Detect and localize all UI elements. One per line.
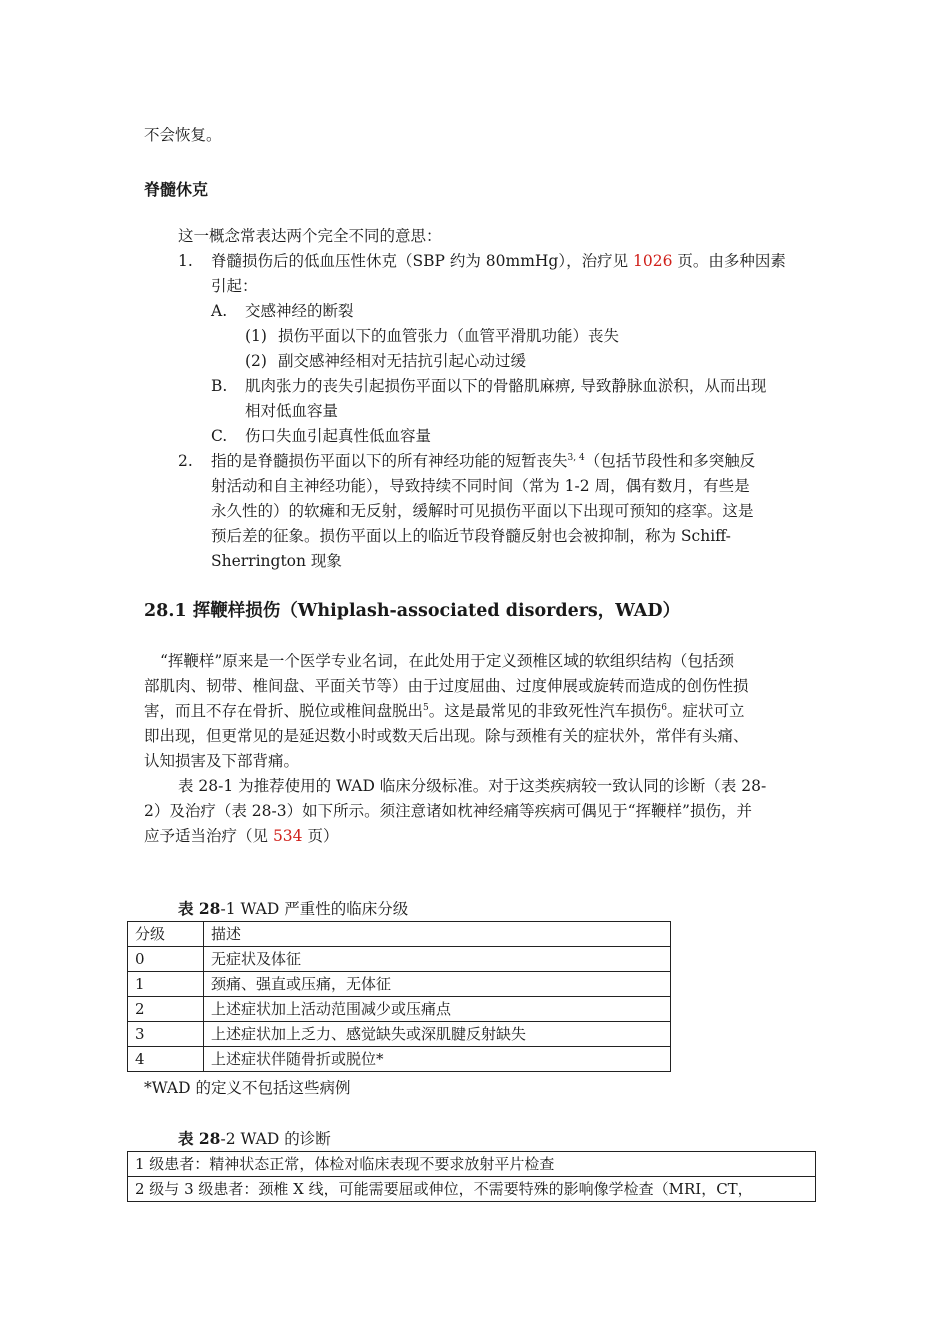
header-cell: 分级 [128, 922, 204, 947]
wad-grading-table [127, 921, 671, 1072]
page-link[interactable]: 534 [272, 827, 303, 845]
sublist-text: 肌肉张力的丧失引起损伤平面以下的骨骼肌麻痹, 导致静脉血淤积，从而出现 [245, 377, 767, 395]
paragraph-line: 2）及治疗（表 28-3）如下所示。须注意诸如枕神经痛等疾病可偶见于“挥鞭样”损伤，并 [144, 802, 752, 820]
list-item-text [211, 249, 786, 274]
intro-text: 这一概念常表达两个完全不同的意思： [178, 227, 442, 245]
table-footnote: *WAD 的定义不包括这些病例 [144, 1079, 351, 1097]
sublist-label: B. [211, 377, 228, 395]
subsublist-label: (1) [245, 327, 267, 345]
citation: 6 [661, 703, 667, 713]
citation: 5 [423, 703, 429, 713]
table-row [128, 997, 671, 1022]
text-run: 。症状可立 [667, 702, 745, 720]
citation: 3, 4 [567, 453, 585, 463]
list-item-text: 永久性的）的软瘫和无反射，缓解时可见损伤平面以下出现可预知的痉挛。这是 [211, 502, 754, 520]
table-row [128, 1047, 671, 1072]
table-caption [178, 1126, 331, 1152]
paragraph-line [144, 824, 338, 849]
page-link[interactable]: 1026 [633, 252, 673, 270]
text-run: 指的是脊髓损伤平面以下的所有神经功能的短暂丧失 [211, 452, 568, 470]
text-run: 害，而且不存在骨折、脱位或椎间盘脱出 [144, 702, 424, 720]
table-row [128, 1022, 671, 1047]
grade-cell: 2 [128, 997, 204, 1022]
text-run: 页。由多种因素 [672, 252, 786, 270]
grade-cell: 3 [128, 1022, 204, 1047]
header-cell: 描述 [204, 922, 671, 947]
paragraph-line: 认知损害及下部背痛。 [144, 752, 300, 770]
caption-text: -2 WAD 的诊断 [220, 1130, 331, 1148]
sublist-label: A. [211, 302, 228, 320]
sublist-label: C. [211, 427, 228, 445]
table-header-row [128, 922, 671, 947]
text-run: （包括节段性和多突触反 [584, 452, 756, 470]
subsublist-text: 副交感神经相对无拮抗引起心动过缓 [278, 352, 527, 370]
caption-label: 表 28 [178, 899, 221, 918]
sublist-text: 伤口失血引起真性低血容量 [245, 427, 432, 445]
list-item-text: 预后差的征象。损伤平面以上的临近节段脊髓反射也会被抑制，称为 Schiff- [211, 527, 731, 545]
continued-text: 不会恢复。 [144, 126, 222, 144]
table-caption [178, 896, 408, 922]
caption-text: -1 WAD 严重性的临床分级 [220, 900, 409, 918]
grade-cell: 1 [128, 972, 204, 997]
list-number: 2. [178, 452, 193, 470]
diagnosis-cell: 1 级患者：精神状态正常，体检对临床表现不要求放射平片检查 [128, 1152, 816, 1177]
description-cell: 上述症状加上活动范围减少或压痛点 [204, 997, 671, 1022]
grade-cell: 0 [128, 947, 204, 972]
caption-label: 表 28 [178, 1129, 221, 1148]
table-row [128, 972, 671, 997]
subsublist-label: (2) [245, 352, 267, 370]
paragraph-line: 部肌肉、韧带、椎间盘、平面关节等）由于过度屈曲、过度伸展或旋转而造成的创伤性损 [144, 677, 749, 695]
paragraph-line [144, 699, 745, 724]
list-item-text [211, 449, 755, 474]
list-item-text: 射活动和自主神经功能），导致持续不同时间（常为 1-2 周，偶有数月，有些是 [211, 477, 750, 495]
table-row [128, 947, 671, 972]
list-item-text: Sherrington 现象 [211, 552, 342, 570]
subsublist-text: 损伤平面以下的血管张力（血管平滑肌功能）丧失 [278, 327, 620, 345]
description-cell: 上述症状伴随骨折或脱位* [204, 1047, 671, 1072]
list-item-text: 引起： [211, 277, 258, 295]
grade-cell: 4 [128, 1047, 204, 1072]
text-run: 页） [302, 827, 339, 845]
paragraph-line: 表 28-1 为推荐使用的 WAD 临床分级标准。对于这类疾病较一致认同的诊断（表 28- [178, 777, 767, 795]
table-row [128, 1152, 816, 1177]
paragraph-line: 即出现，但更常见的是延迟数小时或数天后出现。除与颈椎有关的症状外，常伴有头痛、 [144, 727, 749, 745]
description-cell: 颈痛、强直或压痛，无体征 [204, 972, 671, 997]
section-heading: 28.1 挥鞭样损伤（Whiplash-associated disorders，WAD） [144, 601, 681, 621]
diagnosis-cell: 2 级与 3 级患者：颈椎 X 线，可能需要屈或伸位，不需要特殊的影响像学检查（MRI，CT， [128, 1177, 816, 1202]
text-run: 。这是最常见的非致死性汽车损伤 [428, 702, 662, 720]
sublist-text: 交感神经的断裂 [245, 302, 354, 320]
sublist-text: 相对低血容量 [245, 402, 339, 420]
table-row [128, 1177, 816, 1202]
description-cell: 无症状及体征 [204, 947, 671, 972]
paragraph-line: “挥鞭样”原来是一个医学专业名词，在此处用于定义颈椎区域的软组织结构（包括颈 [160, 652, 734, 670]
text-run: 应予适当治疗（见 [144, 827, 273, 845]
text-run: 脊髓损伤后的低血压性休克（SBP 约为 80mmHg），治疗见 [211, 252, 634, 270]
wad-diagnosis-table [127, 1151, 816, 1202]
description-cell: 上述症状加上乏力、感觉缺失或深肌腱反射缺失 [204, 1022, 671, 1047]
list-number: 1. [178, 252, 193, 270]
section-title: 脊髓休克 [144, 180, 209, 199]
